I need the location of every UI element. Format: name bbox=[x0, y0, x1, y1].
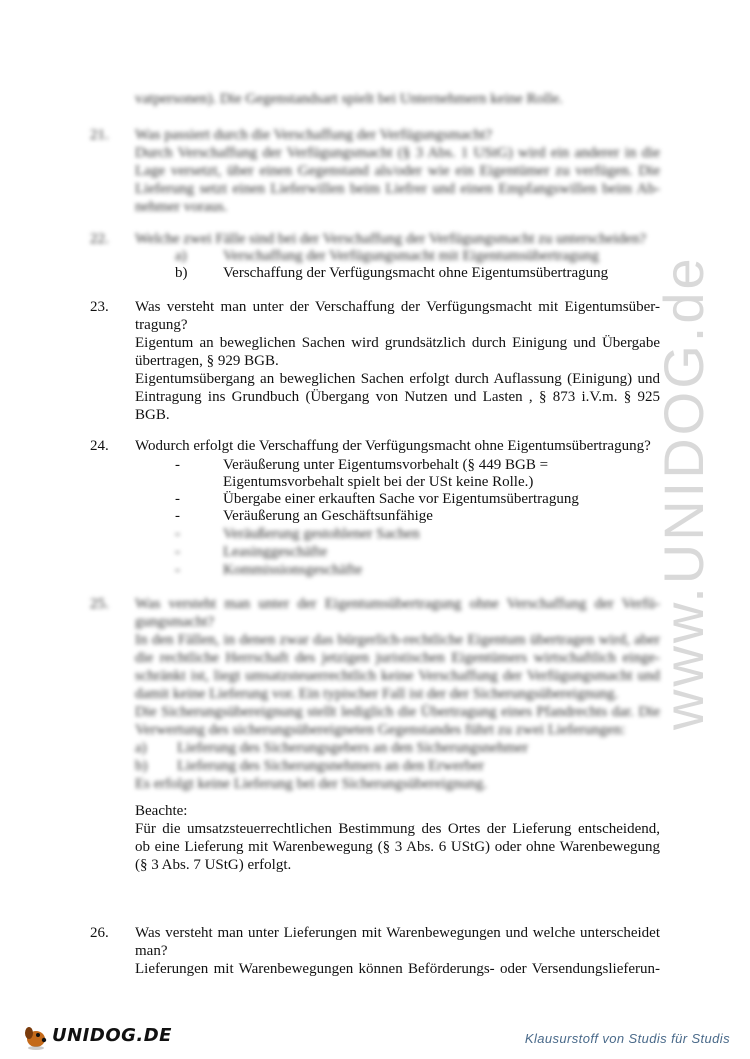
question-text: Was passiert durch die Verschaffung der Verfügungsmacht? bbox=[135, 127, 493, 143]
question-number: 22. bbox=[90, 231, 109, 247]
answer-line: Verwertung des sicherungsübereigneten Gegenstandes führt zu zwei Lieferungen: bbox=[135, 722, 626, 738]
answer-line: damit keine Lieferung vor. Ein typischer Fall ist der der Sicherungsübereignung. bbox=[135, 686, 619, 702]
question-text: Was versteht man unter der Verschaffung der Verfügungsmacht mit Eigentumsüber- bbox=[135, 299, 660, 315]
question-number: 24. bbox=[90, 438, 109, 454]
answer-line: Lieferungen mit Warenbewegungen können Beförderungs- oder Versendungslieferun- bbox=[135, 961, 660, 977]
dog-icon bbox=[20, 1021, 50, 1051]
answer-line: Es erfolgt keine Lieferung bei der Sicherungsübereignung. bbox=[135, 776, 487, 792]
watermark: www.UNIDOG.de bbox=[652, 255, 715, 730]
question-number: 25. bbox=[90, 596, 109, 612]
question-text: Was versteht man unter der Eigentumsübertragung ohne Verschaffung der Verfü- bbox=[135, 596, 660, 612]
answer-line: Lage versetzt, über einen Gegenstand als/oder wie ein Eigentümer zu verfügen. Die bbox=[135, 163, 660, 179]
answer-line: die rechtliche Herrschaft des jetzigen juristischen Eigentümers wirtschaftlich einge- bbox=[135, 650, 660, 666]
answer-line: Lieferung setzt einen Lieferwillen beim Liefrer und einen Empfangswillen beim Ab- bbox=[135, 181, 660, 197]
footer-tagline: Klausurstoff von Studis für Studis bbox=[524, 1031, 730, 1046]
answer-line: Durch Verschaffung der Verfügungsmacht (§ 3 Abs. 1 UStG) wird ein anderer in die bbox=[135, 145, 660, 161]
question-text: tragung? bbox=[135, 317, 188, 333]
answer-line: BGB. bbox=[135, 407, 170, 423]
question-text: gungsmacht? bbox=[135, 614, 215, 630]
question-text: Welche zwei Fälle sind bei der Verschaffung der Verfügungsmacht zu unterscheiden? bbox=[135, 231, 647, 247]
note-line: (§ 3 Abs. 7 UStG) erfolgt. bbox=[135, 857, 292, 873]
answer-line: Eigentum an beweglichen Sachen wird grundsätzlich durch Einigung und Übergabe bbox=[135, 335, 660, 351]
answer-line: Eigentumsübergang an beweglichen Sachen erfolgt durch Auflassung (Einigung) und bbox=[135, 371, 660, 387]
answer-line: nehmer voraus. bbox=[135, 199, 228, 215]
question-text: Was versteht man unter Lieferungen mit Warenbewegungen und welche unterscheidet bbox=[135, 925, 660, 941]
note-line: Für die umsatzsteuerrechtlichen Bestimmung des Ortes der Lieferung entscheidend, bbox=[135, 821, 660, 837]
question-number: 23. bbox=[90, 299, 109, 315]
question-text: man? bbox=[135, 943, 168, 959]
answer-line: schränkt ist, liegt umsatzsteuerrechtlich keine Verschaffung der Verfügungsmacht und bbox=[135, 668, 660, 684]
unidog-logo bbox=[20, 1021, 172, 1051]
answer-line: übertragen, § 929 BGB. bbox=[135, 353, 279, 369]
question-number: 26. bbox=[90, 925, 109, 941]
logo-text: UNIDOG.DE bbox=[52, 1025, 172, 1046]
answer-line: Eintragung ins Grundbuch (Übergang von Nutzen und Lasten , § 873 i.V.m. § 925 bbox=[135, 389, 660, 405]
question-number: 21. bbox=[90, 127, 109, 143]
note-line: ob eine Lieferung mit Warenbewegung (§ 3 Abs. 6 UStG) oder ohne Warenbewegung bbox=[135, 839, 660, 855]
note-title: Beachte: bbox=[135, 803, 188, 819]
question-text: Wodurch erfolgt die Verschaffung der Verfügungsmacht ohne Eigentumsübertragung? bbox=[135, 438, 651, 454]
answer-line: Die Sicherungsübereignung stellt lediglich die Übertragung eines Pfandrechts dar. Die bbox=[135, 704, 660, 720]
answer-line: In den Fällen, in denen zwar das bürgerlich-rechtliche Eigentum übertragen wird, aber bbox=[135, 632, 660, 648]
